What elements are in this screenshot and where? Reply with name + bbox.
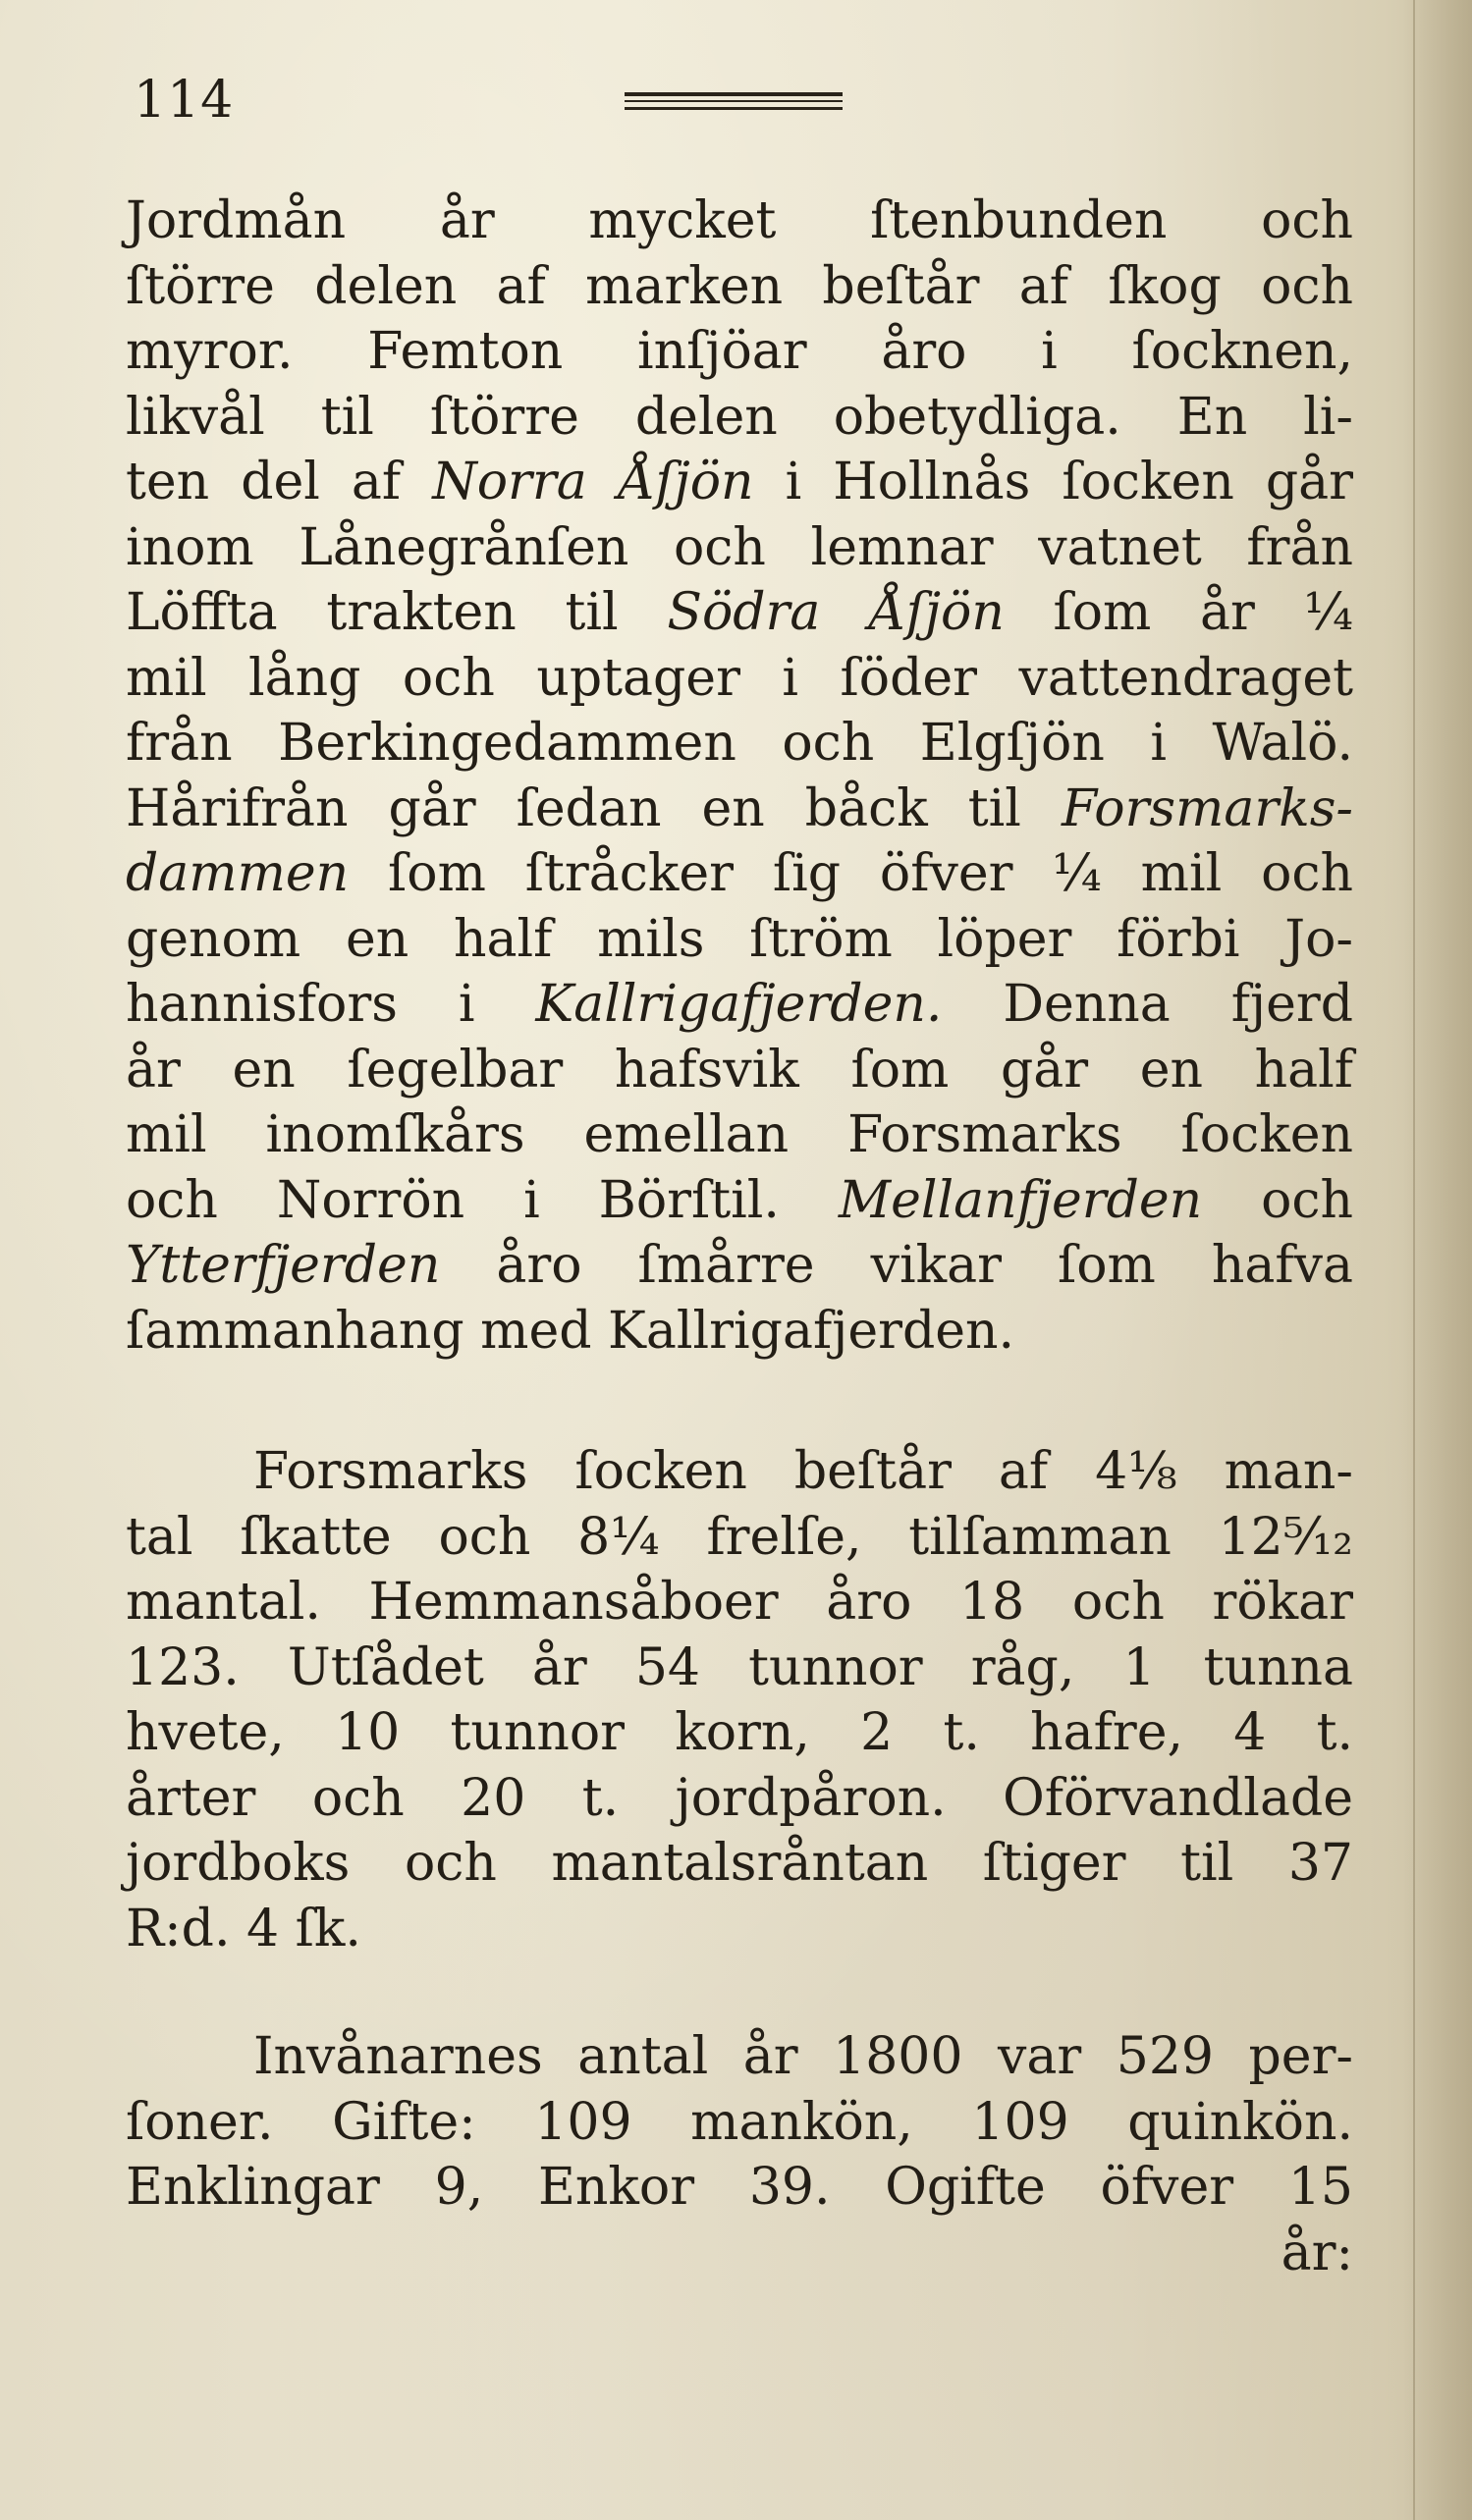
text-line xyxy=(126,580,1353,645)
text-line xyxy=(126,1038,1353,1102)
header-rule xyxy=(625,92,843,110)
text-line xyxy=(126,1439,1353,1504)
text-line xyxy=(126,1505,1353,1570)
text-run: ſom år ¼ xyxy=(1004,583,1353,642)
text-run: ſammanhang med Kallrigafjerden. xyxy=(126,1301,1015,1361)
text-run: inom Lånegrånſen och lemnar vatnet från xyxy=(126,517,1353,577)
italic-text: Ytterfjerden xyxy=(126,1236,441,1295)
text-run: ſoner. Gifte: 109 mankön, 109 quinkön. xyxy=(126,2092,1353,2152)
page-number: 114 xyxy=(134,71,235,130)
text-line xyxy=(126,907,1353,972)
text-run: och Norrön i Börſtil. xyxy=(126,1170,839,1230)
text-line xyxy=(126,1570,1353,1635)
text-line xyxy=(126,319,1353,384)
text-run: ſom ſtråcker ſig öfver ¼ mil och xyxy=(349,844,1353,903)
text-line xyxy=(126,385,1353,450)
text-run: Enklingar 9, Enkor 39. Ogifte öfver 15 xyxy=(126,2158,1353,2217)
text-line xyxy=(126,1168,1353,1233)
text-line xyxy=(126,188,1353,253)
text-line xyxy=(126,972,1353,1037)
text-run: hannisfors i xyxy=(126,975,536,1034)
text-line xyxy=(126,777,1353,841)
text-line xyxy=(126,711,1353,776)
text-line xyxy=(126,1299,1353,1364)
text-run: i Hollnås ſocken går xyxy=(753,453,1354,511)
text-run: mil lång och uptager i ſöder vattendraget xyxy=(126,648,1353,708)
text-line xyxy=(126,1766,1353,1831)
page-edge-line xyxy=(1413,0,1415,2520)
text-line xyxy=(126,1831,1353,1896)
text-run: likvål til ſtörre delen obetydliga. En li- xyxy=(126,387,1353,447)
text-line xyxy=(126,1700,1353,1765)
text-run: R:d. 4 ſk. xyxy=(126,1899,361,1958)
text-run: från Berkingedammen och Elgſjön i Walö. xyxy=(126,714,1353,773)
text-line xyxy=(126,1897,1353,1961)
text-run: ſtörre delen af marken beſtår af ſkog och xyxy=(126,256,1353,316)
text-run: åro ſmårre vikar ſom hafva xyxy=(440,1236,1353,1295)
text-run: Hårifrån går ſedan en båck til xyxy=(126,778,1062,838)
text-line xyxy=(126,254,1353,319)
text-line xyxy=(126,1102,1353,1167)
text-run: myror. Femton inſjöar åro i ſocknen, xyxy=(126,322,1353,381)
text-line xyxy=(126,1635,1353,1700)
text-line xyxy=(126,515,1353,580)
italic-text: Mellanfjerden xyxy=(838,1170,1203,1230)
italic-text: Norra Åſjön xyxy=(432,453,754,511)
italic-text: Forsmarks- xyxy=(1061,778,1353,838)
text-line xyxy=(126,450,1353,514)
italic-text: Kallrigafjerden. xyxy=(535,975,943,1034)
text-line xyxy=(126,1233,1353,1298)
text-run: Invånarnes antal år 1800 var 529 per- xyxy=(253,2027,1353,2086)
text-run: genom en half mils ſtröm löper förbi Jo- xyxy=(126,909,1353,969)
catchword: år: xyxy=(1281,2224,1353,2282)
text-run: Löffta trakten til xyxy=(126,583,668,642)
text-run: och xyxy=(1202,1170,1354,1230)
text-run: ten del af xyxy=(126,453,433,511)
italic-text: Södra Åſjön xyxy=(667,583,1005,642)
text-run: hvete, 10 tunnor korn, 2 t. hafre, 4 t. xyxy=(126,1703,1353,1762)
text-line xyxy=(126,2090,1353,2155)
text-run: tal ſkatte och 8¼ frelſe, tilſamman 12⁵⁄₁₂ xyxy=(126,1507,1353,1567)
italic-text: dammen xyxy=(126,844,350,903)
text-run: Jordmån år mycket ſtenbunden och xyxy=(126,191,1353,250)
text-line xyxy=(126,841,1353,906)
text-line xyxy=(126,2155,1353,2220)
text-run: mantal. Hemmansåboer åro 18 och rökar xyxy=(126,1573,1353,1632)
text-run: 123. Utſådet år 54 tunnor råg, 1 tunna xyxy=(126,1637,1353,1697)
text-line xyxy=(126,646,1353,711)
text-run: Forsmarks ſocken beſtår af 4⅛ man- xyxy=(253,1442,1353,1501)
text-run: jordboks och mantalsråntan ſtiger til 37 xyxy=(126,1834,1353,1893)
text-run: mil inomſkårs emellan Forsmarks ſocken xyxy=(126,1105,1353,1164)
text-run: år en ſegelbar hafsvik ſom går en half xyxy=(126,1040,1353,1099)
text-run: årter och 20 t. jordpåron. Oförvandlade xyxy=(126,1768,1353,1828)
text-line xyxy=(126,2024,1353,2089)
text-run: Denna fjerd xyxy=(942,975,1353,1034)
